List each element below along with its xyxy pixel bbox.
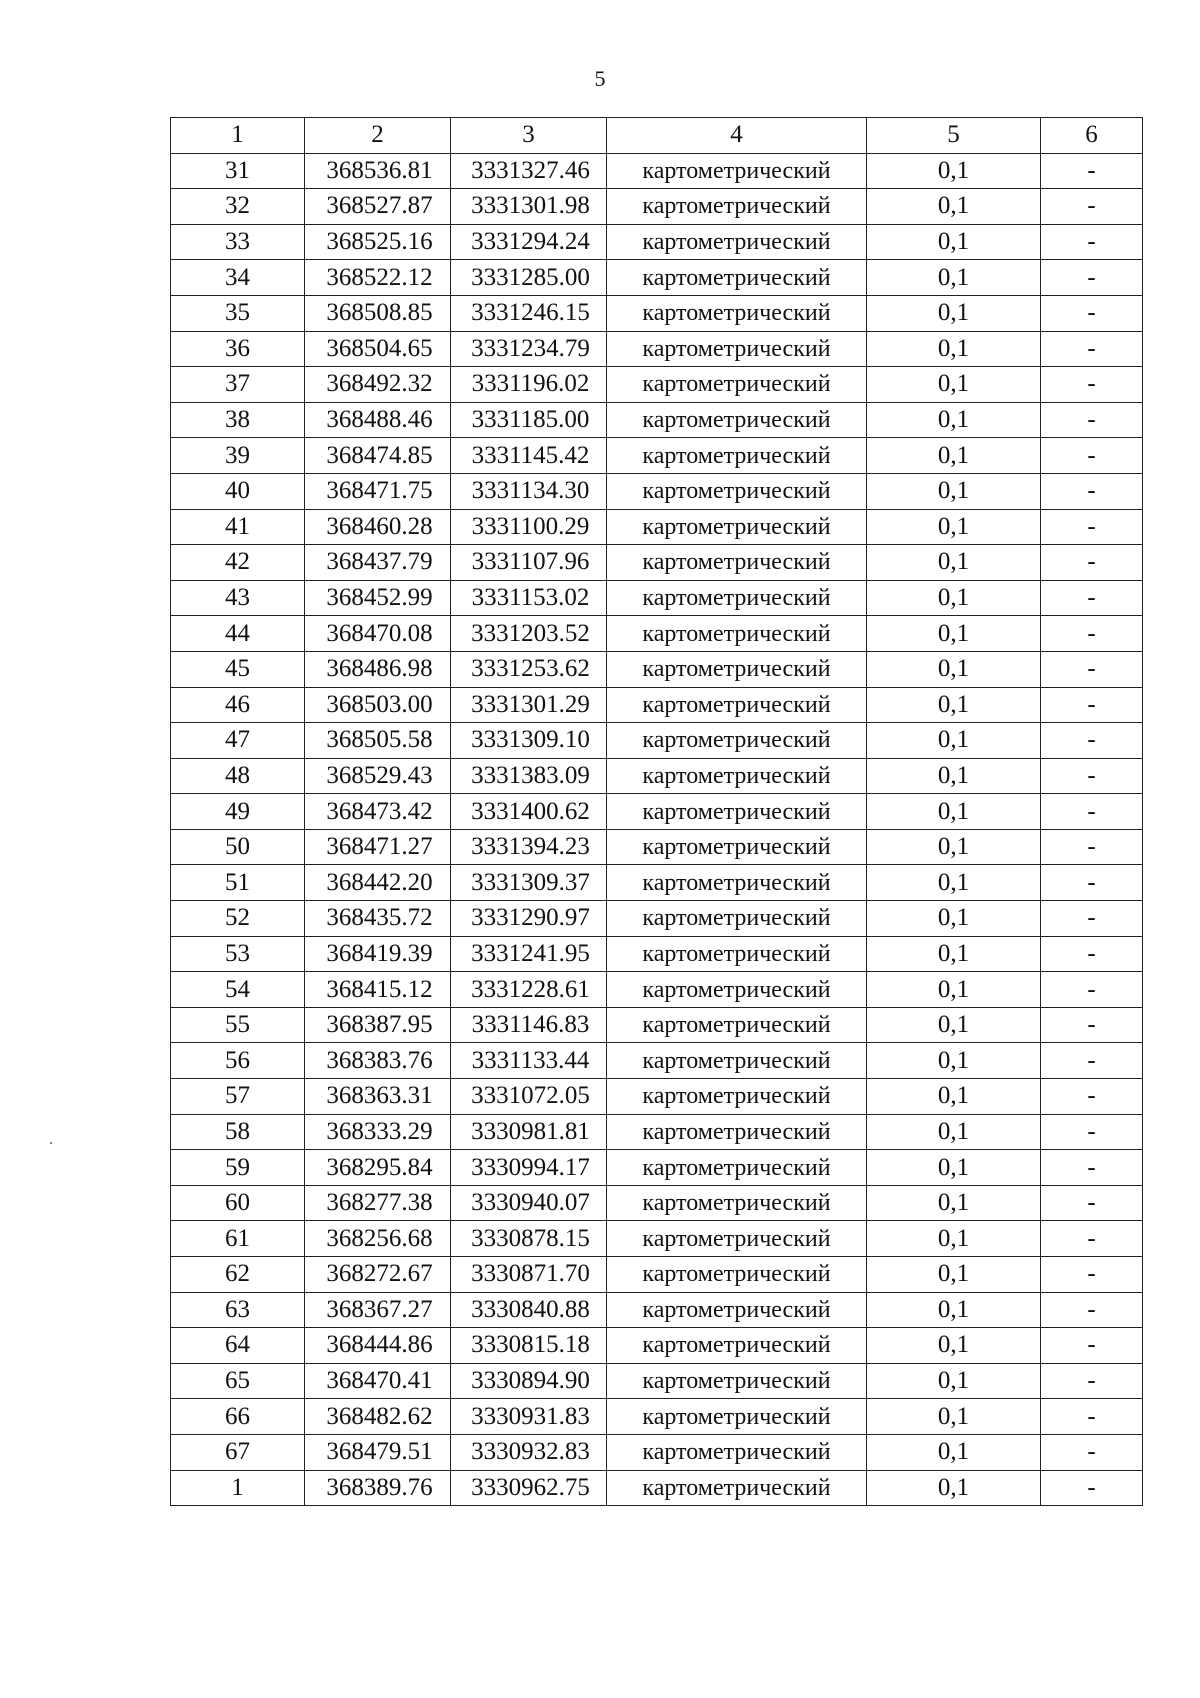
cell-note: - xyxy=(1041,972,1143,1008)
table-row xyxy=(171,1185,1143,1221)
cell-accuracy: 0,1 xyxy=(867,509,1041,545)
cell-accuracy: 0,1 xyxy=(867,901,1041,937)
cell-coord-x: 368504.65 xyxy=(305,331,451,367)
cell-accuracy: 0,1 xyxy=(867,402,1041,438)
cell-accuracy: 0,1 xyxy=(867,331,1041,367)
table-row xyxy=(171,153,1143,189)
cell-accuracy: 0,1 xyxy=(867,936,1041,972)
cell-coord-y: 3331327.46 xyxy=(451,153,607,189)
cell-note: - xyxy=(1041,1434,1143,1470)
table-row xyxy=(171,1434,1143,1470)
cell-accuracy: 0,1 xyxy=(867,473,1041,509)
cell-note: - xyxy=(1041,687,1143,723)
cell-point-number: 57 xyxy=(171,1079,305,1115)
coordinates-table xyxy=(170,117,1143,1506)
cell-accuracy: 0,1 xyxy=(867,153,1041,189)
cell-point-number: 35 xyxy=(171,295,305,331)
cell-note: - xyxy=(1041,758,1143,794)
header-col-2: 2 xyxy=(305,118,451,154)
cell-coord-x: 368460.28 xyxy=(305,509,451,545)
page-number: 5 xyxy=(594,66,606,91)
cell-coord-y: 3330878.15 xyxy=(451,1221,607,1257)
table-row xyxy=(171,794,1143,830)
cell-coord-y: 3330815.18 xyxy=(451,1328,607,1364)
cell-coord-x: 368383.76 xyxy=(305,1043,451,1079)
cell-note: - xyxy=(1041,1292,1143,1328)
cell-point-number: 48 xyxy=(171,758,305,794)
cell-method: картометрический xyxy=(607,295,867,331)
cell-accuracy: 0,1 xyxy=(867,865,1041,901)
cell-method: картометрический xyxy=(607,1007,867,1043)
cell-point-number: 49 xyxy=(171,794,305,830)
cell-coord-x: 368482.62 xyxy=(305,1399,451,1435)
cell-coord-x: 368488.46 xyxy=(305,402,451,438)
cell-point-number: 32 xyxy=(171,189,305,225)
cell-accuracy: 0,1 xyxy=(867,651,1041,687)
cell-method: картометрический xyxy=(607,1399,867,1435)
cell-coord-y: 3331253.62 xyxy=(451,651,607,687)
table-header-row xyxy=(171,118,1143,154)
cell-method: картометрический xyxy=(607,367,867,403)
cell-method: картометрический xyxy=(607,1328,867,1364)
cell-coord-x: 368492.32 xyxy=(305,367,451,403)
cell-accuracy: 0,1 xyxy=(867,1114,1041,1150)
cell-note: - xyxy=(1041,723,1143,759)
cell-point-number: 56 xyxy=(171,1043,305,1079)
cell-accuracy: 0,1 xyxy=(867,224,1041,260)
table-row xyxy=(171,1007,1143,1043)
cell-accuracy: 0,1 xyxy=(867,1221,1041,1257)
cell-point-number: 43 xyxy=(171,580,305,616)
cell-method: картометрический xyxy=(607,509,867,545)
cell-accuracy: 0,1 xyxy=(867,438,1041,474)
cell-note: - xyxy=(1041,1257,1143,1293)
cell-coord-x: 368363.31 xyxy=(305,1079,451,1115)
cell-method: картометрический xyxy=(607,1434,867,1470)
cell-coord-x: 368505.58 xyxy=(305,723,451,759)
table-row xyxy=(171,1292,1143,1328)
cell-coord-y: 3330894.90 xyxy=(451,1363,607,1399)
table-row xyxy=(171,616,1143,652)
cell-method: картометрический xyxy=(607,1221,867,1257)
cell-point-number: 62 xyxy=(171,1257,305,1293)
table-row xyxy=(171,509,1143,545)
cell-accuracy: 0,1 xyxy=(867,794,1041,830)
cell-coord-x: 368389.76 xyxy=(305,1470,451,1506)
scan-speck xyxy=(50,1142,52,1144)
cell-coord-y: 3331394.23 xyxy=(451,829,607,865)
cell-method: картометрический xyxy=(607,616,867,652)
cell-point-number: 52 xyxy=(171,901,305,937)
cell-method: картометрический xyxy=(607,687,867,723)
cell-method: картометрический xyxy=(607,473,867,509)
cell-method: картометрический xyxy=(607,1257,867,1293)
header-col-1: 1 xyxy=(171,118,305,154)
cell-accuracy: 0,1 xyxy=(867,1292,1041,1328)
cell-point-number: 63 xyxy=(171,1292,305,1328)
cell-point-number: 54 xyxy=(171,972,305,1008)
cell-point-number: 41 xyxy=(171,509,305,545)
cell-method: картометрический xyxy=(607,1470,867,1506)
cell-accuracy: 0,1 xyxy=(867,1363,1041,1399)
cell-coord-x: 368470.08 xyxy=(305,616,451,652)
cell-coord-x: 368508.85 xyxy=(305,295,451,331)
cell-coord-x: 368295.84 xyxy=(305,1150,451,1186)
cell-accuracy: 0,1 xyxy=(867,687,1041,723)
cell-coord-y: 3331241.95 xyxy=(451,936,607,972)
cell-point-number: 37 xyxy=(171,367,305,403)
cell-method: картометрический xyxy=(607,758,867,794)
cell-accuracy: 0,1 xyxy=(867,1328,1041,1364)
cell-note: - xyxy=(1041,1185,1143,1221)
cell-method: картометрический xyxy=(607,402,867,438)
cell-coord-y: 3331301.98 xyxy=(451,189,607,225)
cell-point-number: 38 xyxy=(171,402,305,438)
cell-coord-y: 3330840.88 xyxy=(451,1292,607,1328)
cell-coord-x: 368527.87 xyxy=(305,189,451,225)
cell-accuracy: 0,1 xyxy=(867,1043,1041,1079)
cell-accuracy: 0,1 xyxy=(867,723,1041,759)
cell-coord-y: 3331133.44 xyxy=(451,1043,607,1079)
cell-accuracy: 0,1 xyxy=(867,189,1041,225)
cell-note: - xyxy=(1041,651,1143,687)
cell-coord-y: 3330981.81 xyxy=(451,1114,607,1150)
cell-note: - xyxy=(1041,794,1143,830)
table-row xyxy=(171,1328,1143,1364)
cell-method: картометрический xyxy=(607,829,867,865)
cell-coord-x: 368452.99 xyxy=(305,580,451,616)
cell-point-number: 45 xyxy=(171,651,305,687)
cell-method: картометрический xyxy=(607,224,867,260)
cell-coord-y: 3331400.62 xyxy=(451,794,607,830)
cell-coord-y: 3331134.30 xyxy=(451,473,607,509)
cell-coord-x: 368435.72 xyxy=(305,901,451,937)
cell-accuracy: 0,1 xyxy=(867,1185,1041,1221)
cell-note: - xyxy=(1041,1007,1143,1043)
cell-note: - xyxy=(1041,936,1143,972)
cell-point-number: 31 xyxy=(171,153,305,189)
table-row xyxy=(171,1257,1143,1293)
table-row xyxy=(171,331,1143,367)
cell-coord-y: 3330931.83 xyxy=(451,1399,607,1435)
cell-method: картометрический xyxy=(607,865,867,901)
cell-coord-x: 368474.85 xyxy=(305,438,451,474)
cell-method: картометрический xyxy=(607,1185,867,1221)
cell-coord-y: 3331146.83 xyxy=(451,1007,607,1043)
cell-method: картометрический xyxy=(607,153,867,189)
cell-coord-x: 368536.81 xyxy=(305,153,451,189)
cell-note: - xyxy=(1041,1114,1143,1150)
cell-coord-y: 3330932.83 xyxy=(451,1434,607,1470)
cell-accuracy: 0,1 xyxy=(867,295,1041,331)
header-col-4: 4 xyxy=(607,118,867,154)
cell-accuracy: 0,1 xyxy=(867,1470,1041,1506)
cell-point-number: 39 xyxy=(171,438,305,474)
table-row xyxy=(171,651,1143,687)
cell-point-number: 64 xyxy=(171,1328,305,1364)
table-row xyxy=(171,1470,1143,1506)
cell-note: - xyxy=(1041,829,1143,865)
cell-coord-y: 3331309.10 xyxy=(451,723,607,759)
cell-note: - xyxy=(1041,1043,1143,1079)
cell-note: - xyxy=(1041,545,1143,581)
cell-point-number: 50 xyxy=(171,829,305,865)
cell-point-number: 42 xyxy=(171,545,305,581)
cell-coord-y: 3331234.79 xyxy=(451,331,607,367)
cell-accuracy: 0,1 xyxy=(867,260,1041,296)
cell-coord-y: 3331246.15 xyxy=(451,295,607,331)
table-row xyxy=(171,1399,1143,1435)
cell-coord-x: 368415.12 xyxy=(305,972,451,1008)
cell-point-number: 66 xyxy=(171,1399,305,1435)
cell-point-number: 60 xyxy=(171,1185,305,1221)
cell-method: картометрический xyxy=(607,651,867,687)
cell-point-number: 59 xyxy=(171,1150,305,1186)
cell-method: картометрический xyxy=(607,331,867,367)
cell-note: - xyxy=(1041,402,1143,438)
cell-coord-y: 3331383.09 xyxy=(451,758,607,794)
cell-note: - xyxy=(1041,331,1143,367)
cell-method: картометрический xyxy=(607,580,867,616)
cell-coord-y: 3331185.00 xyxy=(451,402,607,438)
table-row xyxy=(171,473,1143,509)
header-col-3: 3 xyxy=(451,118,607,154)
cell-coord-y: 3331072.05 xyxy=(451,1079,607,1115)
cell-note: - xyxy=(1041,1363,1143,1399)
cell-coord-x: 368471.27 xyxy=(305,829,451,865)
cell-note: - xyxy=(1041,1079,1143,1115)
cell-coord-y: 3331100.29 xyxy=(451,509,607,545)
cell-coord-y: 3331145.42 xyxy=(451,438,607,474)
cell-coord-x: 368256.68 xyxy=(305,1221,451,1257)
cell-note: - xyxy=(1041,509,1143,545)
table-row xyxy=(171,438,1143,474)
cell-coord-y: 3331228.61 xyxy=(451,972,607,1008)
cell-point-number: 61 xyxy=(171,1221,305,1257)
cell-coord-x: 368525.16 xyxy=(305,224,451,260)
cell-note: - xyxy=(1041,1399,1143,1435)
table-row xyxy=(171,1363,1143,1399)
cell-method: картометрический xyxy=(607,972,867,1008)
cell-point-number: 67 xyxy=(171,1434,305,1470)
cell-accuracy: 0,1 xyxy=(867,1399,1041,1435)
cell-note: - xyxy=(1041,1328,1143,1364)
cell-coord-x: 368277.38 xyxy=(305,1185,451,1221)
table-row xyxy=(171,545,1143,581)
table-row xyxy=(171,260,1143,296)
cell-coord-y: 3331290.97 xyxy=(451,901,607,937)
table-row xyxy=(171,972,1143,1008)
cell-method: картометрический xyxy=(607,1114,867,1150)
cell-coord-y: 3331153.02 xyxy=(451,580,607,616)
cell-coord-y: 3331309.37 xyxy=(451,865,607,901)
cell-accuracy: 0,1 xyxy=(867,972,1041,1008)
cell-point-number: 65 xyxy=(171,1363,305,1399)
cell-coord-y: 3331301.29 xyxy=(451,687,607,723)
cell-method: картометрический xyxy=(607,545,867,581)
cell-note: - xyxy=(1041,616,1143,652)
cell-accuracy: 0,1 xyxy=(867,1257,1041,1293)
cell-coord-x: 368442.20 xyxy=(305,865,451,901)
cell-coord-y: 3331294.24 xyxy=(451,224,607,260)
cell-point-number: 33 xyxy=(171,224,305,260)
cell-method: картометрический xyxy=(607,260,867,296)
cell-coord-y: 3330994.17 xyxy=(451,1150,607,1186)
cell-accuracy: 0,1 xyxy=(867,1079,1041,1115)
cell-method: картометрический xyxy=(607,901,867,937)
table-row xyxy=(171,1079,1143,1115)
cell-note: - xyxy=(1041,865,1143,901)
cell-method: картометрический xyxy=(607,936,867,972)
cell-point-number: 36 xyxy=(171,331,305,367)
cell-accuracy: 0,1 xyxy=(867,758,1041,794)
table-row xyxy=(171,402,1143,438)
cell-note: - xyxy=(1041,901,1143,937)
cell-coord-x: 368529.43 xyxy=(305,758,451,794)
cell-coord-x: 368503.00 xyxy=(305,687,451,723)
table-row xyxy=(171,367,1143,403)
table-row xyxy=(171,224,1143,260)
table-row xyxy=(171,687,1143,723)
table-row xyxy=(171,580,1143,616)
table-body xyxy=(171,153,1143,1506)
cell-note: - xyxy=(1041,1150,1143,1186)
cell-note: - xyxy=(1041,367,1143,403)
cell-coord-x: 368522.12 xyxy=(305,260,451,296)
cell-note: - xyxy=(1041,473,1143,509)
header-col-6: 6 xyxy=(1041,118,1143,154)
table-row xyxy=(171,723,1143,759)
cell-note: - xyxy=(1041,189,1143,225)
cell-coord-x: 368387.95 xyxy=(305,1007,451,1043)
header-col-5: 5 xyxy=(867,118,1041,154)
table-row xyxy=(171,758,1143,794)
cell-coord-x: 368419.39 xyxy=(305,936,451,972)
cell-coord-y: 3330940.07 xyxy=(451,1185,607,1221)
table-row xyxy=(171,1150,1143,1186)
cell-point-number: 58 xyxy=(171,1114,305,1150)
cell-coord-y: 3330962.75 xyxy=(451,1470,607,1506)
table-row xyxy=(171,865,1143,901)
cell-accuracy: 0,1 xyxy=(867,1150,1041,1186)
cell-note: - xyxy=(1041,1221,1143,1257)
cell-method: картометрический xyxy=(607,794,867,830)
cell-coord-y: 3330871.70 xyxy=(451,1257,607,1293)
cell-method: картометрический xyxy=(607,189,867,225)
table-row xyxy=(171,1114,1143,1150)
cell-accuracy: 0,1 xyxy=(867,829,1041,865)
table-row xyxy=(171,1043,1143,1079)
cell-note: - xyxy=(1041,438,1143,474)
cell-coord-x: 368471.75 xyxy=(305,473,451,509)
cell-method: картометрический xyxy=(607,1292,867,1328)
cell-point-number: 44 xyxy=(171,616,305,652)
cell-point-number: 55 xyxy=(171,1007,305,1043)
cell-accuracy: 0,1 xyxy=(867,1434,1041,1470)
cell-method: картометрический xyxy=(607,1043,867,1079)
cell-note: - xyxy=(1041,153,1143,189)
table-row xyxy=(171,295,1143,331)
cell-note: - xyxy=(1041,1470,1143,1506)
cell-coord-y: 3331203.52 xyxy=(451,616,607,652)
cell-point-number: 47 xyxy=(171,723,305,759)
cell-coord-x: 368479.51 xyxy=(305,1434,451,1470)
cell-method: картометрический xyxy=(607,1079,867,1115)
cell-point-number: 53 xyxy=(171,936,305,972)
cell-point-number: 34 xyxy=(171,260,305,296)
cell-coord-x: 368473.42 xyxy=(305,794,451,830)
cell-coord-y: 3331285.00 xyxy=(451,260,607,296)
cell-method: картометрический xyxy=(607,1150,867,1186)
cell-accuracy: 0,1 xyxy=(867,580,1041,616)
cell-point-number: 46 xyxy=(171,687,305,723)
cell-accuracy: 0,1 xyxy=(867,616,1041,652)
table-row xyxy=(171,901,1143,937)
cell-point-number: 51 xyxy=(171,865,305,901)
cell-method: картометрический xyxy=(607,438,867,474)
cell-accuracy: 0,1 xyxy=(867,367,1041,403)
cell-point-number: 40 xyxy=(171,473,305,509)
cell-coord-x: 368470.41 xyxy=(305,1363,451,1399)
cell-coord-x: 368486.98 xyxy=(305,651,451,687)
cell-accuracy: 0,1 xyxy=(867,545,1041,581)
cell-note: - xyxy=(1041,295,1143,331)
table-row xyxy=(171,936,1143,972)
cell-note: - xyxy=(1041,260,1143,296)
table-row xyxy=(171,1221,1143,1257)
cell-coord-y: 3331107.96 xyxy=(451,545,607,581)
cell-coord-x: 368333.29 xyxy=(305,1114,451,1150)
cell-accuracy: 0,1 xyxy=(867,1007,1041,1043)
cell-coord-y: 3331196.02 xyxy=(451,367,607,403)
table-row xyxy=(171,829,1143,865)
cell-method: картометрический xyxy=(607,1363,867,1399)
cell-method: картометрический xyxy=(607,723,867,759)
cell-note: - xyxy=(1041,580,1143,616)
cell-coord-x: 368272.67 xyxy=(305,1257,451,1293)
cell-coord-x: 368437.79 xyxy=(305,545,451,581)
cell-note: - xyxy=(1041,224,1143,260)
cell-point-number: 1 xyxy=(171,1470,305,1506)
cell-coord-x: 368444.86 xyxy=(305,1328,451,1364)
table-row xyxy=(171,189,1143,225)
cell-coord-x: 368367.27 xyxy=(305,1292,451,1328)
